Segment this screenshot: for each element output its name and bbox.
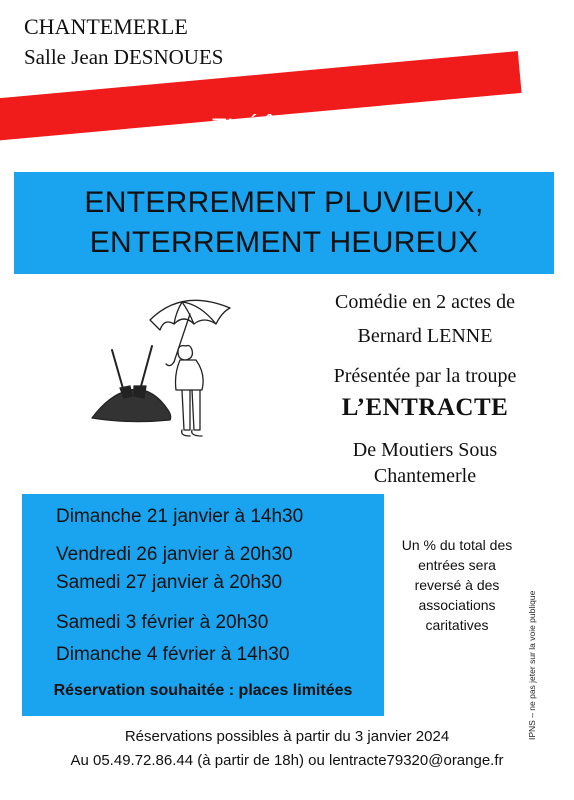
troupe-origin-line-2: Chantemerle	[373, 465, 477, 487]
reservation-note: Réservation souhaitée : places limitées	[53, 682, 353, 699]
play-title-line-2: ENTERREMENT HEUREUX	[89, 226, 479, 259]
footer-reservation-info: Réservations possibles à partir du 3 janvier 2024	[124, 728, 450, 745]
date-line: Dimanche 21 janvier à 14h30	[56, 506, 304, 527]
date-line: Dimanche 4 février à 14h30	[56, 644, 290, 665]
author-name: Bernard LENNE	[357, 325, 493, 347]
play-title-line-1: ENTERREMENT PLUVIEUX,	[84, 186, 484, 219]
venue-hall: Salle Jean DESNOUES	[24, 45, 224, 69]
troupe-name: L’ENTRACTE	[341, 394, 509, 421]
ipns-note: IPNS – ne pas jeter sur la voie publique	[527, 590, 537, 740]
charity-line: entrées sera	[418, 557, 496, 573]
presented-by: Présentée par la troupe	[333, 365, 517, 387]
person-with-umbrella-and-dirt-mound-icon	[90, 290, 240, 450]
venue-title: CHANTEMERLE	[24, 14, 188, 39]
theatre-label: THÉÂTRE	[212, 114, 328, 141]
charity-line: reversé à des	[414, 577, 500, 593]
date-line: Samedi 27 janvier à 20h30	[56, 572, 283, 593]
schedule-box	[22, 494, 384, 716]
date-line: Vendredi 26 janvier à 20h30	[56, 544, 293, 565]
charity-line: caritatives	[425, 617, 489, 633]
comedy-info: Comédie en 2 actes de	[335, 291, 515, 313]
play-title-box	[14, 172, 554, 274]
charity-line: associations	[418, 597, 496, 613]
date-line: Samedi 3 février à 20h30	[56, 612, 269, 633]
charity-line: Un % du total des	[401, 537, 513, 553]
charity-note	[392, 535, 522, 635]
troupe-origin-line-1: De Moutiers Sous	[352, 439, 498, 461]
footer-contact-info: Au 05.49.72.86.44 (à partir de 18h) ou lentracte79320@orange.fr	[70, 752, 504, 769]
